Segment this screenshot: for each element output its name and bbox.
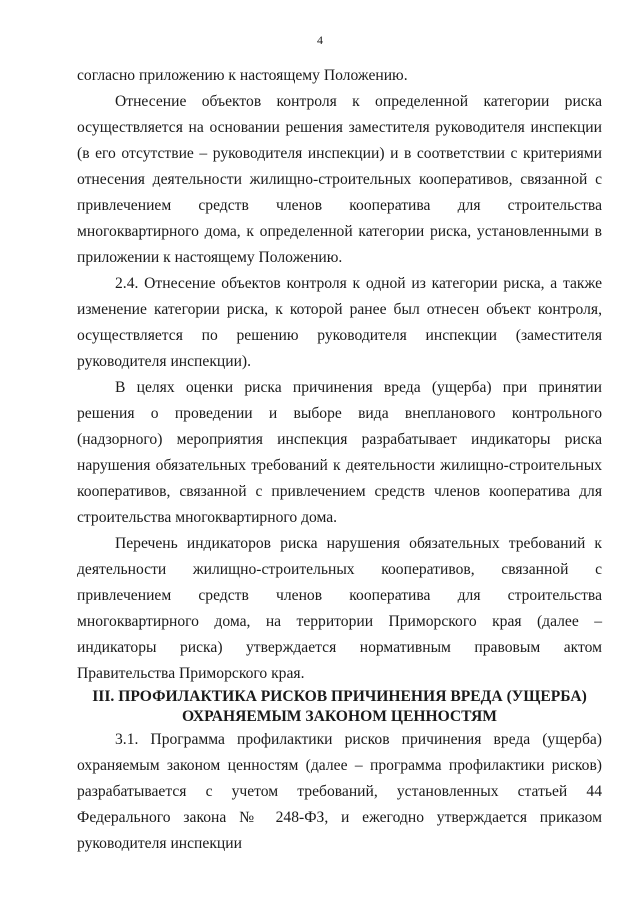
- section-heading-line-1: III. ПРОФИЛАКТИКА РИСКОВ ПРИЧИНЕНИЯ ВРЕДА (УЩЕРБА): [92, 688, 587, 705]
- document-body: [77, 63, 602, 857]
- section-heading-line-2: ОХРАНЯЕМЫМ ЗАКОНОМ ЦЕННОСТЯМ: [182, 708, 497, 725]
- paragraph-continuation: согласно приложению к настоящему Положению.: [77, 67, 408, 84]
- paragraph-indicator-list: Перечень индикаторов риска нарушения обязательных требований к деятельности жилищно-строительных кооперативов, связанной с привлечением средств членов кооператива для строительства многоквартирного дома, на территории Приморского края (далее – индикаторы риска) утверждается нормативным правовым актом Правительства Приморского края.: [77, 535, 602, 682]
- paragraph-risk-indicators: В целях оценки риска причинения вреда (ущерба) при принятии решения о проведении и выборе вида внепланового контрольного (надзорного) мероприятия инспекция разрабатывает индикаторы риска нарушения обязательных требований к деятельности жилищно-строительных кооперативов, связанной с привлечением средств членов кооператива для строительства многоквартирного дома.: [77, 379, 602, 526]
- paragraph-2-4: 2.4. Отнесение объектов контроля к одной из категории риска, а также изменение категории риска, к которой ранее был отнесен объект контроля, осуществляется по решению руководителя инспекции (заместителя руководителя инспекции).: [77, 275, 602, 370]
- paragraph-risk-assignment: Отнесение объектов контроля к определенной категории риска осуществляется на основании решения заместителя руководителя инспекции (в его отсутствие – руководителя инспекции) и в соответствии с критериями отнесения деятельности жилищно-строительных кооперативов, связанной с привлечением средств членов кооператива для строительства многоквартирного дома, к определенной категории риска, установленными в приложении к настоящему Положению.: [77, 93, 602, 266]
- section-heading: [77, 687, 602, 727]
- page-number: 4: [317, 33, 323, 47]
- paragraph-3-1: 3.1. Программа профилактики рисков причинения вреда (ущерба) охраняемым законом ценностям (далее – программа профилактики рисков) разрабатывается с учетом требований, установленных статьей 44 Федерального закона № 248-ФЗ, и ежегодно утверждается приказом руководителя инспекции: [77, 731, 602, 852]
